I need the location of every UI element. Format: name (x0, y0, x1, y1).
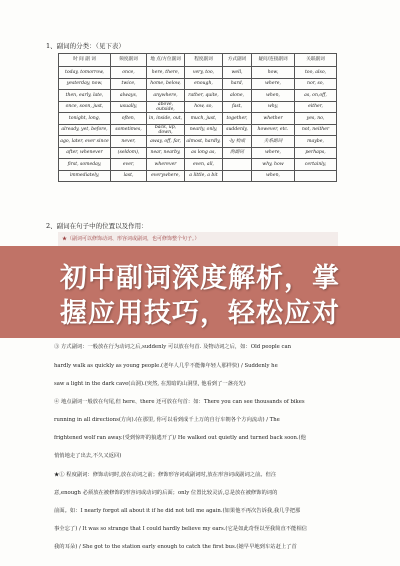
table-cell: ever, (111, 159, 147, 171)
table-cell: whether (252, 113, 295, 125)
body-line: ★① 程度副词：修饰动词时,放在动词之前；修饰形容词或副词时,放在形容词或副词之前。但注 (54, 472, 277, 478)
table-cell: almost, hardly, (185, 136, 223, 148)
table-cell: not, neither (295, 124, 337, 136)
table-cell: anywhere, (147, 90, 185, 102)
table-cell: maybe, (295, 136, 337, 148)
table-cell (223, 170, 252, 182)
table-cell: however, etc. (252, 124, 295, 136)
table-cell: how, (252, 67, 295, 79)
table-cell: suddenly, (223, 124, 252, 136)
body-line: 意,enough 必须放在被修饰的形容词或动词的后面；only 位置比较灵活,总是放在被修饰的词的 (54, 490, 278, 496)
table-cell: once, soon, just, (59, 101, 111, 113)
body-line: saw a light in the dark cave(山洞).(突然, 在黑暗的山洞里, 他看到了一盏亮光) (54, 381, 246, 387)
table-cell: either, (295, 101, 337, 113)
table-cell: near, nearby, (147, 147, 185, 159)
table-cell: after, whenever (59, 147, 111, 159)
table-cell (223, 159, 252, 171)
note-text: ★（副词可以修饰动词、形容词或副词，也可修饰整个句子。） (62, 236, 200, 242)
table-row (59, 147, 337, 159)
body-line: hardly walk as quickly as young people.(老年人几乎不能像年轻人那样快) / Suddenly he (54, 363, 278, 369)
table-cell: here, there, (147, 67, 185, 79)
table-cell: well, (223, 67, 252, 79)
table-cell: rather, quite, (185, 90, 223, 102)
table-row (59, 159, 337, 171)
table-row (59, 90, 337, 102)
table-cell: everywhere, (147, 170, 185, 182)
table-cell: much, just, (185, 113, 223, 125)
body-line: frightened wolf ran away.(受到惊吓的狼逃开了)/ He walked out quietly and turned back soon.(他 (54, 435, 306, 441)
table-row (59, 78, 337, 90)
table-cell: nearly, only, (185, 124, 223, 136)
table-cell: back, up, down, (147, 124, 185, 136)
table-cell: ago, later, ever since (59, 136, 111, 148)
table-cell: when, (252, 170, 295, 182)
table-cell: when, (252, 90, 295, 102)
table-cell: immediately, (59, 170, 111, 182)
body-line: running in all directions(方向).(在那里, 你可以看到成千上万的自行车朝各个方向流动) / The (54, 417, 280, 423)
table-cell: very, too, (185, 67, 223, 79)
table-cell: in, inside, out, (147, 113, 185, 125)
table-cell: already, yet, before, (59, 124, 111, 136)
banner-title-line-2: 握应用技巧，轻松应对 (60, 298, 340, 329)
table-header: 频度副词 (111, 54, 147, 67)
table-header: 程度副词 (185, 54, 223, 67)
banner-title-line-1: 初中副词深度解析，掌 (60, 263, 340, 294)
table-cell: usually, (111, 101, 147, 113)
body-line: 我的耳朵) / She got to the station early enough to catch the first bus.(她早早地到车站赶上了首 (54, 544, 297, 550)
section-heading-adverb-position: 2、副词在句子中的位置以及作用： (46, 222, 148, 230)
body-line: 事全忘了) / It was so strange that I could hardly believe my ears.(它是如此奇怪以至我简直不能相信 (54, 526, 307, 532)
table-cell: once, (111, 67, 147, 79)
table-header: 关联副词 (295, 54, 337, 67)
table-cell: where, (252, 147, 295, 159)
table-row (59, 124, 337, 136)
table-cell: above, outside, (147, 101, 185, 113)
table-cell: today, tomorrow, (59, 67, 111, 79)
body-line: 悄悄地走了出去,不久又返回) (54, 453, 122, 459)
table-cell (295, 170, 337, 182)
table-cell: enough, (185, 78, 223, 90)
table-cell: last, (111, 170, 147, 182)
table-cell: often, (111, 113, 147, 125)
body-line: ④ 地点副词一般放在句尾,但 here、there 还可放在句首：如：There you can see thousands of bikes (54, 399, 305, 405)
table-cell: never, (111, 136, 147, 148)
table-cell: yes, no, (295, 113, 337, 125)
table-header: 方式副词 (223, 54, 252, 67)
table-cell: hard, (223, 78, 252, 90)
table-header: 地 点/方位副词 (147, 54, 185, 67)
table-cell: away, off, far, (147, 136, 185, 148)
table-cell: always, (111, 90, 147, 102)
table-cell: twice, (111, 78, 147, 90)
table-cell: why, how (252, 159, 295, 171)
table-header: 疑问/连接副词 (252, 54, 295, 67)
table-cell: fast, (223, 101, 252, 113)
table-cell: -ly 构成 (223, 136, 252, 148)
table-cell: why, (252, 101, 295, 113)
table-cell: home, below, (147, 78, 185, 90)
table-cell: sometimes, (111, 124, 147, 136)
table-cell: first, someday, (59, 159, 111, 171)
body-line: ③ 方式副词：一般放在行为动词之后,suddenly 可以放在句首. 及物动词之后，如：Old people can (54, 344, 292, 350)
table-row (59, 101, 337, 113)
table-cell: wherever (147, 159, 185, 171)
table-cell: together, (223, 113, 252, 125)
table-row (59, 136, 337, 148)
section-heading-adverb-types: 1、副词的分类：（见下表） (46, 42, 125, 50)
table-cell: a little, a bit (185, 170, 223, 182)
table-header: 时 间 副 词 (59, 54, 111, 67)
table-row (59, 67, 337, 79)
table-cell: perhaps, (295, 147, 337, 159)
table-cell: nor, so, (295, 78, 337, 90)
table-cell: certainly, (295, 159, 337, 171)
table-cell: how, so, (185, 101, 223, 113)
table-cell: as long as, (185, 147, 223, 159)
table-header-row (59, 54, 337, 67)
table-row (59, 170, 337, 182)
body-line: 前面。如：I nearly forgot all about it if he did not tell me again.(如果他不再次告诉我,我几乎把那 (54, 508, 301, 514)
table-row (59, 113, 337, 125)
table-cell: tonight, long, (59, 113, 111, 125)
table-cell: 关系副词 (252, 136, 295, 148)
table-cell: as, on,off, (295, 90, 337, 102)
adverb-classification-table (58, 53, 337, 182)
table-cell: then, early, late, (59, 90, 111, 102)
table-cell: yesterday, now, (59, 78, 111, 90)
table-cell: alone, (223, 90, 252, 102)
table-cell: too, also, (295, 67, 337, 79)
table-cell: where, (252, 78, 295, 90)
table-cell: 的副词 (223, 147, 252, 159)
table-cell: even, all, (185, 159, 223, 171)
table-cell: (seldom), (111, 147, 147, 159)
